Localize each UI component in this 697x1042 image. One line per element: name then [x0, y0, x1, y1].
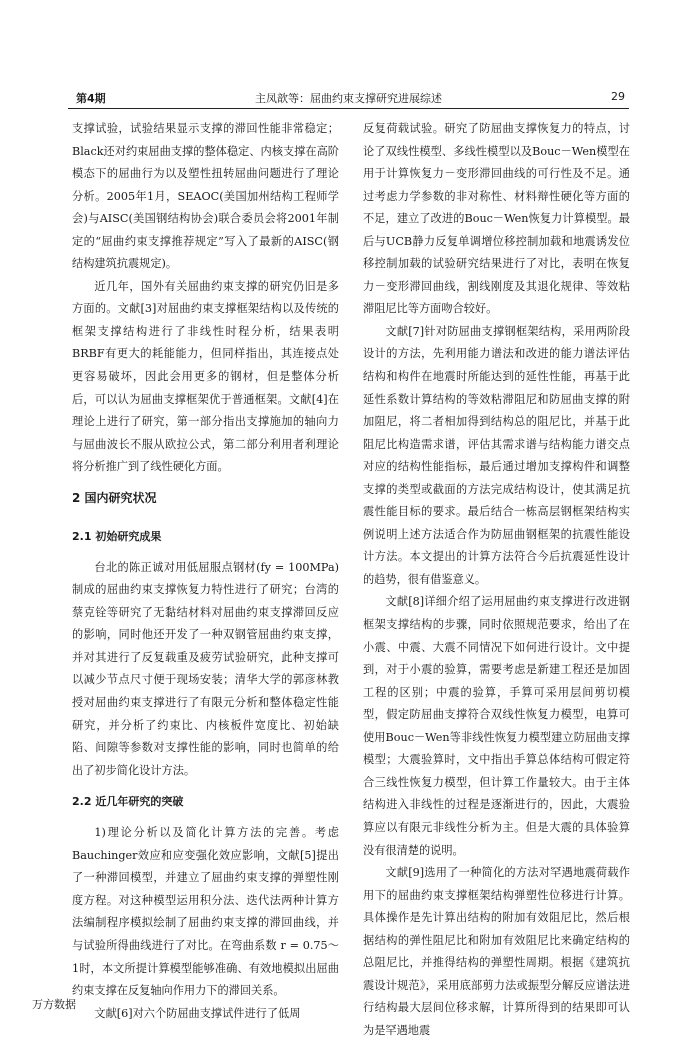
source-watermark: 万方数据 [32, 998, 76, 1011]
page-number: 29 [611, 90, 625, 103]
issue-number: 第4期 [76, 92, 106, 105]
paragraph: 文献[6]对六个防屈曲支撑试件进行了低周 [94, 1006, 301, 1020]
section-heading: 2 国内研究状况 [72, 490, 157, 505]
subsection-heading: 2.2 近几年研究的突破 [72, 795, 184, 809]
paragraph: 1)理论分析以及简化计算方法的完善。考虑Bauchinger效应和应变强化效应影响，文献[5]提出了一种滞回模型，并建立了屈曲约束支撑的弹塑性刚度方程。对这种模型运用积分法、迭代法两种计算方法编制程序模拟绘制了屈曲约束支撑的滞回曲线，并与试验所得曲线进行了对比。在弯曲系数 r = 0.75～1时，本文所提计算模型能够准确、有效地模拟出屈曲约束支撑在反复轴向作用力下的滞回关系。 [72, 826, 339, 998]
paragraph: 支撑试验，试验结果显示支撑的滞回性能非常稳定；Black还对约束屈曲支撑的整体稳定、内核支撑在高阶模态下的屈曲行为以及塑性扭转屈曲问题进行了理论分析。2005年1月，SEAOC(美国加州结构工程师学会)与AISC(美国钢结构协会)联合委员会将2001年制定的“屈曲约束支撑推荐规定”写入了最新的AISC(钢结构建筑抗震规定)。 [72, 122, 339, 271]
subsection-heading: 2.1 初始研究成果 [72, 529, 162, 543]
paragraph: 文献[9]选用了一种简化的方法对罕遇地震荷载作用下的屈曲约束支撑框架结构弹塑性位移进行计算。具体操作是先计算出结构的附加有效阻尼比，然后根据结构的弹性阻尼比和附加有效阻尼比来确定结构的总阻尼比，并推得结构的弹塑性周期。根据《建筑抗震设计规范》，采用底部剪力法或振型分解反应谱法进行结构最大层间位移求解，计算所得到的结果即可认为是罕遇地震 [363, 866, 630, 1037]
right-column [363, 118, 630, 1042]
left-column [72, 118, 339, 1025]
paragraph: 台北的陈正诚对用低屈服点钢材(fy = 100MPa)制成的屈曲约束支撑恢复力特性进行了研究；台湾的蔡克铨等研究了无黏结材料对屈曲约束支撑滞回反应的影响，同时他还开发了一种双钢管屈曲约束支撑，并对其进行了反复载重及疲劳试验研究，此种支撑可以减少节点尺寸便于现场安装；清华大学的郭彦林教授对屈曲约束支撑进行了有限元分析和整体稳定性能研究，并分析了约束比、内核板件宽度比、初始缺陷、间隙等参数对支撑性能的影响，同时也简单的给出了初步简化设计方法。 [72, 560, 339, 777]
running-title: 主凤歆等：屈曲约束支撑研究进展综述 [255, 92, 442, 105]
paragraph: 近几年，国外有关屈曲约束支撑的研究仍旧是多方面的。文献[3]对屈曲约束支撑框架结构以及传统的框架支撑结构进行了非线性时程分析，结果表明BRBF有更大的耗能能力，但同样指出，其连接点处更容易破坏，因此会用更多的钢材，但是整体分析后，可以认为屈曲支撑框架优于普通框架。文献[4]在理论上进行了研究，第一部分指出支撑施加的轴向力与屈曲波长不服从欧拉公式，第二部分利用者利理论将分析推广到了线性硬化方面。 [72, 279, 339, 474]
paragraph: 反复荷载试验。研究了防屈曲支撑恢复力的特点，讨论了双线性模型、多线性模型以及Bouc－Wen模型在用于计算恢复力－变形滞回曲线的可行性及不足。通过考虑力学参数的非对称性、材料辩性硬化等方面的不足，建立了改进的Bouc－Wen恢复力计算模型。最后与UCB静力反复单调增位移控制加载和地震诱发位移控制加载的试验研究结果进行了对比，表明在恢复力－变形滞回曲线，割线刚度及其退化规律、等效粘滞阻尼比等方面吻合较好。 [363, 122, 630, 316]
paragraph: 文献[7]针对防屈曲支撑钢框架结构，采用两阶段设计的方法，先利用能力谱法和改进的能力谱法评估结构和构件在地震时所能达到的延性性能，再基于此延性系数计算结构的等效粘滞阻尼和防屈曲支撑的附加阻尼，将二者相加得到结构总的阻尼比，并基于此阻尼比构造需求谱，评估其需求谱与结构能力谱交点对应的结构性能指标，最后通过增加支撑构件和调整支撑的类型或截面的方法完成结构设计，使其满足抗震性能目标的要求。最后结合一栋高层钢框架结构实例说明上述方法适合作为防屈曲钢框架的抗震性能设计方法。本文提出的计算方法符合今后抗震延性设计的趋势，很有借鉴意义。 [363, 324, 630, 586]
page-header [68, 86, 629, 109]
paragraph: 文献[8]详细介绍了运用屈曲约束支撑进行改进钢框架支撑结构的步骤，同时依照规范要求，给出了在小震、中震、大震不同情况下如何进行设计。文中提到，对于小震的验算，需要考虑是新建工程还是加固工程的区别；中震的验算，手算可采用层间剪切模型，假定防屈曲支撑符合双线性恢复力模型，电算可使用Bouc－Wen等非线性恢复力模型建立防屈曲支撑模型；大震验算时，文中指出手算总体结构可假定符合三线性恢复力模型，但计算工作量较大。由于主体结构进入非线性的过程是逐渐进行的，因此，大震验算应以有限元非线性分析为主。但是大震的具体验算没有很清楚的说明。 [363, 595, 630, 857]
